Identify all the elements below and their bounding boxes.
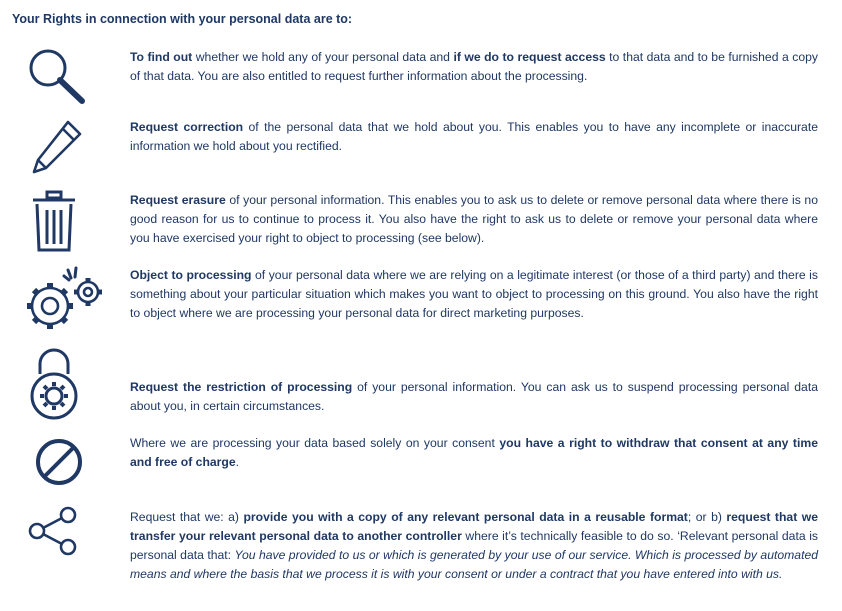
body-text: ; or b) bbox=[687, 510, 727, 524]
body-text: . bbox=[235, 455, 240, 469]
body-text: Where we are processing your data based solely on your consent bbox=[130, 436, 500, 450]
emphasis-text: you have a right to withdraw that consent at any time and free of charge bbox=[130, 436, 818, 469]
emphasis-text: Request correction bbox=[130, 120, 244, 134]
share-icon bbox=[28, 506, 78, 556]
body-text: of the personal data that we hold about you. This enables you to have any incomplete or inaccurate information we hold about you rectified. bbox=[130, 120, 819, 153]
gears-icon bbox=[20, 266, 106, 336]
prohibited-icon bbox=[35, 438, 83, 486]
emphasis-text: request that we transfer your relevant personal data to another controller bbox=[130, 510, 819, 543]
emphasis-text: Request the restriction of processing bbox=[130, 380, 353, 394]
trash-bin-icon bbox=[31, 190, 77, 254]
right-to-correction bbox=[130, 118, 818, 156]
body-text: whether we hold any of your personal data and bbox=[192, 50, 454, 64]
right-to-erasure bbox=[130, 191, 818, 248]
right-to-object bbox=[130, 266, 818, 323]
right-to-restriction bbox=[130, 378, 818, 416]
emphasis-text: Request erasure bbox=[130, 193, 226, 207]
emphasis-text: Object to processing bbox=[130, 268, 252, 282]
body-text: of your personal data where we are relying on a legitimate interest (or those of a third party) and there is something about your particular situation which makes you want to object to processing on this ground. You also have the right to object where we are processing your personal data for direct marketing purposes. bbox=[130, 268, 818, 320]
emphasis-text: provide you with a copy of any relevant personal data in a reusable format bbox=[243, 510, 688, 524]
emphasis-text: if we do to request access bbox=[453, 50, 606, 64]
italic-text: You have provided to us or which is generated by your use of our service. Which is processed by automated means and where the basis that we process it is with your consent or under a contract that you have entered into with us. bbox=[130, 548, 819, 581]
body-text: where it’s technically feasible to do so. ‘Relevant personal data is personal data that: bbox=[130, 529, 818, 562]
padlock-gear-icon bbox=[28, 348, 80, 422]
page-heading: Your Rights in connection with your personal data are to: bbox=[12, 12, 353, 26]
body-text: Request that we: a) bbox=[130, 510, 244, 524]
body-text: of your personal information. You can ask us to suspend processing personal data about you, in certain circumstances. bbox=[130, 380, 818, 413]
emphasis-text: To find out bbox=[130, 50, 193, 64]
right-to-access bbox=[130, 48, 818, 86]
right-to-data-portability bbox=[130, 508, 818, 584]
right-to-withdraw-consent bbox=[130, 434, 818, 472]
pencil-icon bbox=[30, 118, 86, 176]
magnifying-glass-icon bbox=[26, 46, 88, 106]
body-text: to that data and to be furnished a copy of that data. You are also entitled to request further information about the processing. bbox=[130, 50, 818, 83]
body-text: of your personal information. This enables you to ask us to delete or remove personal data where there is no good reason for us to continue to process it. You also have the right to ask us to delete or remove your personal data where you have exercised your right to object to processing (see below). bbox=[130, 193, 818, 245]
